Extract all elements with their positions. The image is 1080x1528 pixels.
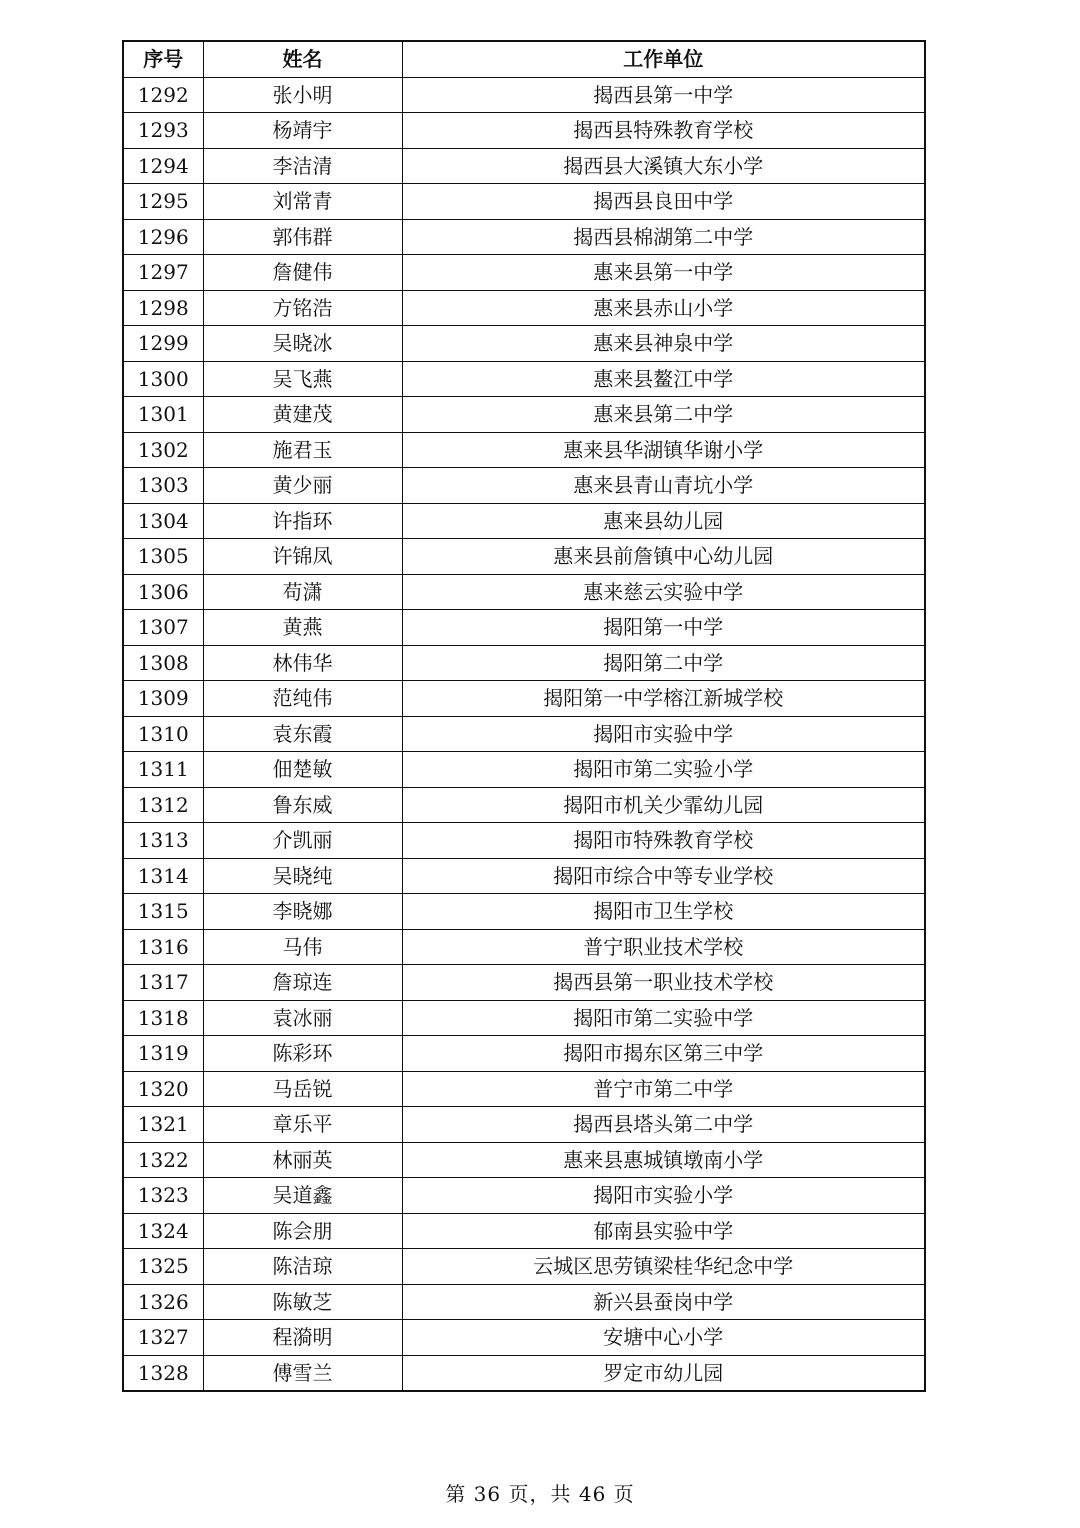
cell-unit: 安塘中心小学: [402, 1320, 925, 1356]
cell-seq: 1296: [123, 219, 203, 255]
cell-seq: 1300: [123, 361, 203, 397]
cell-name: 黄燕: [203, 610, 402, 646]
table-row: [123, 1284, 925, 1320]
table-row: [123, 1036, 925, 1072]
cell-unit: 揭西县良田中学: [402, 184, 925, 220]
table-row: [123, 432, 925, 468]
table-row: [123, 539, 925, 575]
cell-unit: 揭西县大溪镇大东小学: [402, 148, 925, 184]
table-row: [123, 929, 925, 965]
cell-seq: 1305: [123, 539, 203, 575]
cell-seq: 1316: [123, 929, 203, 965]
cell-seq: 1325: [123, 1249, 203, 1285]
cell-unit: 新兴县蚕岗中学: [402, 1284, 925, 1320]
cell-unit: 揭西县塔头第二中学: [402, 1107, 925, 1143]
cell-seq: 1294: [123, 148, 203, 184]
table-row: [123, 148, 925, 184]
cell-unit: 惠来县第一中学: [402, 255, 925, 291]
cell-name: 张小明: [203, 77, 402, 113]
cell-seq: 1292: [123, 77, 203, 113]
table-row: [123, 1249, 925, 1285]
header-unit: 工作单位: [402, 41, 925, 77]
cell-unit: 揭阳第一中学: [402, 610, 925, 646]
cell-name: 林丽英: [203, 1142, 402, 1178]
table-row: [123, 113, 925, 149]
table-row: [123, 610, 925, 646]
table-body: [123, 77, 925, 1391]
cell-name: 陈洁琼: [203, 1249, 402, 1285]
cell-name: 陈敏芝: [203, 1284, 402, 1320]
table-row: [123, 290, 925, 326]
cell-name: 佃楚敏: [203, 752, 402, 788]
cell-name: 李晓娜: [203, 894, 402, 930]
cell-name: 吴晓冰: [203, 326, 402, 362]
table-row: [123, 397, 925, 433]
cell-name: 吴飞燕: [203, 361, 402, 397]
table-row: [123, 1000, 925, 1036]
cell-name: 林伟华: [203, 645, 402, 681]
table-row: [123, 1142, 925, 1178]
cell-unit: 揭阳市综合中等专业学校: [402, 858, 925, 894]
cell-seq: 1304: [123, 503, 203, 539]
table-row: [123, 468, 925, 504]
cell-seq: 1323: [123, 1178, 203, 1214]
cell-unit: 惠来县神泉中学: [402, 326, 925, 362]
cell-name: 吴道鑫: [203, 1178, 402, 1214]
cell-seq: 1312: [123, 787, 203, 823]
page-footer: 第 36 页，共 46 页: [445, 1482, 635, 1506]
cell-name: 范纯伟: [203, 681, 402, 717]
cell-name: 李洁清: [203, 148, 402, 184]
table-row: [123, 77, 925, 113]
cell-seq: 1309: [123, 681, 203, 717]
table-row: [123, 752, 925, 788]
cell-seq: 1302: [123, 432, 203, 468]
cell-name: 黄少丽: [203, 468, 402, 504]
cell-unit: 惠来县华湖镇华谢小学: [402, 432, 925, 468]
cell-unit: 惠来县青山青坑小学: [402, 468, 925, 504]
cell-name: 方铭浩: [203, 290, 402, 326]
cell-seq: 1324: [123, 1213, 203, 1249]
table-row: [123, 1213, 925, 1249]
table-row: [123, 858, 925, 894]
table-row: [123, 503, 925, 539]
cell-name: 杨靖宇: [203, 113, 402, 149]
cell-unit: 揭西县第一中学: [402, 77, 925, 113]
cell-unit: 揭阳市揭东区第三中学: [402, 1036, 925, 1072]
cell-unit: 郁南县实验中学: [402, 1213, 925, 1249]
cell-name: 程漪明: [203, 1320, 402, 1356]
cell-unit: 惠来慈云实验中学: [402, 574, 925, 610]
cell-unit: 揭阳市实验中学: [402, 716, 925, 752]
table-row: [123, 255, 925, 291]
table-row: [123, 574, 925, 610]
cell-name: 苟潇: [203, 574, 402, 610]
table-row: [123, 1178, 925, 1214]
table-row: [123, 1107, 925, 1143]
cell-name: 陈彩环: [203, 1036, 402, 1072]
cell-unit: 揭西县第一职业技术学校: [402, 965, 925, 1001]
cell-unit: 揭阳第一中学榕江新城学校: [402, 681, 925, 717]
cell-unit: 揭阳市特殊教育学校: [402, 823, 925, 859]
cell-unit: 普宁职业技术学校: [402, 929, 925, 965]
cell-name: 许指环: [203, 503, 402, 539]
cell-name: 许锦凤: [203, 539, 402, 575]
cell-unit: 惠来县惠城镇墩南小学: [402, 1142, 925, 1178]
table-row: [123, 681, 925, 717]
cell-name: 郭伟群: [203, 219, 402, 255]
table-row: [123, 894, 925, 930]
cell-unit: 罗定市幼儿园: [402, 1355, 925, 1391]
cell-seq: 1295: [123, 184, 203, 220]
table-row: [123, 823, 925, 859]
cell-seq: 1321: [123, 1107, 203, 1143]
cell-seq: 1314: [123, 858, 203, 894]
cell-name: 章乐平: [203, 1107, 402, 1143]
table-header-row: [123, 41, 925, 77]
table-row: [123, 1071, 925, 1107]
cell-name: 袁冰丽: [203, 1000, 402, 1036]
cell-unit: 揭西县棉湖第二中学: [402, 219, 925, 255]
table-row: [123, 1320, 925, 1356]
cell-name: 吴晓纯: [203, 858, 402, 894]
cell-name: 马岳锐: [203, 1071, 402, 1107]
cell-seq: 1318: [123, 1000, 203, 1036]
cell-seq: 1315: [123, 894, 203, 930]
cell-seq: 1307: [123, 610, 203, 646]
cell-seq: 1301: [123, 397, 203, 433]
cell-seq: 1326: [123, 1284, 203, 1320]
cell-seq: 1311: [123, 752, 203, 788]
cell-seq: 1299: [123, 326, 203, 362]
table-row: [123, 326, 925, 362]
cell-seq: 1303: [123, 468, 203, 504]
cell-unit: 惠来县前詹镇中心幼儿园: [402, 539, 925, 575]
table-row: [123, 965, 925, 1001]
cell-unit: 惠来县鳌江中学: [402, 361, 925, 397]
table-row: [123, 1355, 925, 1391]
cell-seq: 1327: [123, 1320, 203, 1356]
cell-unit: 揭西县特殊教育学校: [402, 113, 925, 149]
table-row: [123, 361, 925, 397]
cell-unit: 揭阳市实验小学: [402, 1178, 925, 1214]
cell-unit: 云城区思劳镇梁桂华纪念中学: [402, 1249, 925, 1285]
cell-name: 詹琼连: [203, 965, 402, 1001]
cell-seq: 1308: [123, 645, 203, 681]
cell-unit: 普宁市第二中学: [402, 1071, 925, 1107]
cell-seq: 1310: [123, 716, 203, 752]
cell-name: 詹健伟: [203, 255, 402, 291]
cell-name: 袁东霞: [203, 716, 402, 752]
cell-seq: 1293: [123, 113, 203, 149]
cell-name: 鲁东威: [203, 787, 402, 823]
table-row: [123, 716, 925, 752]
cell-name: 傅雪兰: [203, 1355, 402, 1391]
cell-name: 施君玉: [203, 432, 402, 468]
cell-seq: 1298: [123, 290, 203, 326]
header-seq: 序号: [123, 41, 203, 77]
cell-unit: 惠来县幼儿园: [402, 503, 925, 539]
cell-seq: 1320: [123, 1071, 203, 1107]
cell-unit: 揭阳市第二实验小学: [402, 752, 925, 788]
cell-seq: 1322: [123, 1142, 203, 1178]
cell-unit: 揭阳第二中学: [402, 645, 925, 681]
table-row: [123, 645, 925, 681]
table-row: [123, 787, 925, 823]
cell-unit: 惠来县第二中学: [402, 397, 925, 433]
cell-seq: 1317: [123, 965, 203, 1001]
cell-name: 介凯丽: [203, 823, 402, 859]
personnel-table: [122, 40, 926, 1392]
table-row: [123, 184, 925, 220]
cell-seq: 1319: [123, 1036, 203, 1072]
cell-name: 黄建茂: [203, 397, 402, 433]
cell-unit: 揭阳市卫生学校: [402, 894, 925, 930]
cell-unit: 惠来县赤山小学: [402, 290, 925, 326]
cell-unit: 揭阳市机关少霏幼儿园: [402, 787, 925, 823]
cell-name: 马伟: [203, 929, 402, 965]
cell-name: 陈会朋: [203, 1213, 402, 1249]
cell-name: 刘常青: [203, 184, 402, 220]
cell-seq: 1306: [123, 574, 203, 610]
cell-seq: 1328: [123, 1355, 203, 1391]
cell-unit: 揭阳市第二实验中学: [402, 1000, 925, 1036]
cell-seq: 1297: [123, 255, 203, 291]
cell-seq: 1313: [123, 823, 203, 859]
table-row: [123, 219, 925, 255]
header-name: 姓名: [203, 41, 402, 77]
